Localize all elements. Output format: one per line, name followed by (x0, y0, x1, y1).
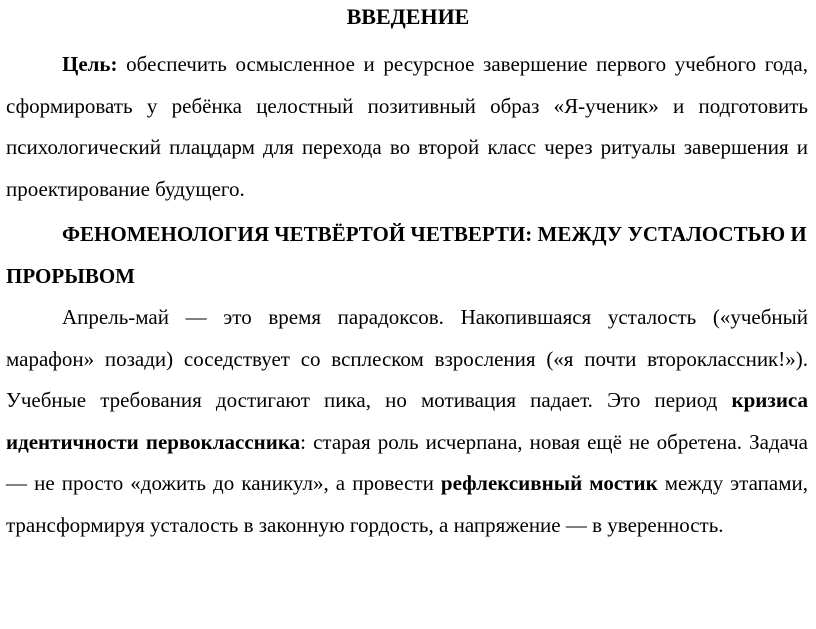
body-bold-term-identity-crisis: кризиса идентичности первоклассника (6, 388, 808, 454)
section-heading: ФЕНОМЕНОЛОГИЯ ЧЕТВЁРТОЙ ЧЕТВЕРТИ: МЕЖДУ УСТАЛОСТЬЮ И ПРОРЫВОМ (6, 222, 807, 288)
document-title: ВВЕДЕНИЕ (346, 4, 470, 29)
goal-text: обеспечить осмысленное и ресурсное завершение первого учебного года, сформировать у ребёнка целостный позитивный образ «Я-ученик» и подготовить психологический плацдарм для перехода во второй класс через ритуалы завершения и проектирование будущего. (6, 52, 808, 201)
body-paragraph (6, 297, 808, 546)
goal-paragraph (6, 44, 808, 210)
body-text-part2: : старая роль исчерпана, новая ещё не обретена. Задача — не просто «дожить до каникул», а провести (6, 429, 808, 495)
body-text-part1: Апрель-май — это время парадоксов. Накопившаяся усталость («учебный марафон» позади) соседствует со всплеском взросления («я почти второклассник!»). Учебные требования достигают пика, но мотивация падает. Это период (6, 305, 808, 412)
body-text-part3: между этапами, трансформируя усталость в законную гордость, а напряжение — в уверенность. (6, 471, 808, 537)
body-bold-term-reflexive-bridge: рефлексивный мостик (440, 471, 658, 495)
goal-label: Цель: (62, 52, 118, 76)
